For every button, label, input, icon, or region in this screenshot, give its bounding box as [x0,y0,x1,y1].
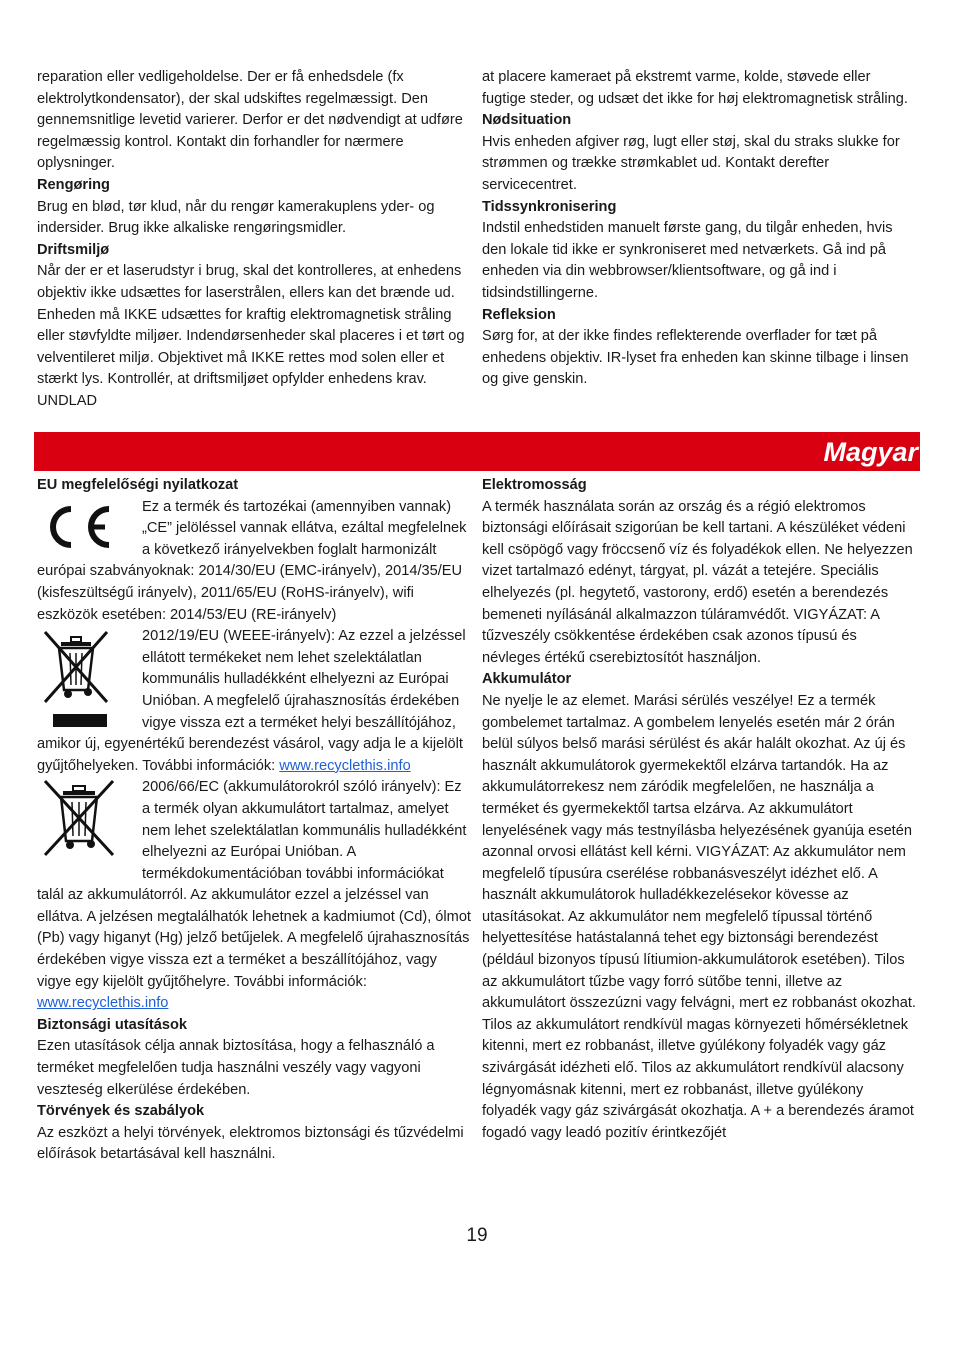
section-heading: Biztonsági utasítások [37,1016,188,1033]
eu-declaration-heading: EU megfelelőségi nyilatkozat [37,477,239,493]
section-heading: Rengøring [37,176,110,193]
battery-directive-block [37,777,473,1015]
section-heading: Elektromosság [482,477,587,493]
section-heading: Refleksion [482,306,556,323]
paragraph: at placere kameraet på ekstremt varme, kolde, støvede eller fugtige steder, og udsæt det ikke for høj elektromagnetisk stråling. [482,69,908,107]
paragraph: Ezen utasítások célja annak biztosítása, hogy a felhasználó a terméket megfelelően tudja használni veszély vagy vagyoni veszteség elkerülése érdekében. [37,1038,435,1098]
paragraph: reparation eller vedligeholdelse. Der er få enhedsdele (fx elektrolytkondensator), der skal udskiftes regelmæssigt. Den gennemsnitlige levetid varierer. Derfor er det nødvendigt at udføre regelmæssig kontrol. Kontakt din forhandler for nærmere oplysninger. [37,69,463,172]
top-left-column [37,67,473,413]
paragraph: A termék használata során az ország és a régió elektromos biztonsági előírásait szigorúan be kell tartani. A készüléket védeni kell csöpögő vagy fröccsenő víz és folyadékok ellen. Ne helyezzen vizet tartalmazó edényt, tárgyat, pl. vázát a tetejére. Speciális elhelyezés (pl. hegytető, vastorony, erdő) esetén a berendezés bemeneti nyílásánál alkalmazzon túláramvédőt. VIGYÁZAT: A tűzveszély csökkentése érdekében csak azonos típusú és névleges értékű cserebiztosítót használjon. [482,498,913,666]
recyclethis-link[interactable]: www.recyclethis.info [279,757,411,774]
language-banner [34,432,920,471]
section-heading: Tidssynkronisering [482,198,617,215]
paragraph: Indstil enhedstiden manuelt første gang, du tilgår enheden, hvis den lokale tid ikke er synkroniseret med netværkets. Gå ind på enheden via din webbrowser/klientsoftware, og gå ind i tidsindstillingerne. [482,220,893,301]
ce-block [37,497,473,627]
page-number: 19 [466,1225,488,1246]
battery-directive-text: 2006/66/EC (akkumulátorokról szóló irányelv): Ez a termék olyan akkumulátort tartalmaz, amelyet nem lehet szelektálatlan kommunális hulladékként elhelyezni az Európai Unióban. A termékdokumentációban további információkat talál az akkumulátorról. Az akkumulátor ezzel a jelzéssel van ellátva. A jelzésen megtalálhatók lehetnek a kadmiumot (Cd), ólmot (Pb) vagy higanyt (Hg) jelző betűjelek. A megfelelő újrahasznosítás érdekében vigye vissza ezt a terméket a beszállítójához, vagy vigye egy kijelölt gyűjtőhelyre. További információk: www.recyclethis.info [37,779,471,1012]
section-heading: Akkumulátor [482,671,572,688]
paragraph: Når der er et laserudstyr i brug, skal det kontrolleres, at enhedens objektiv ikke udsættes for laserstrålen, ellers kan det brænde ud. Enheden må IKKE udsættes for kraftig elektromagnetisk stråling eller støvfyldte miljøer. Indendørsenheder skal placeres i et tørt og velventileret miljø. Objektivet må IKKE rettes mod solen eller et stærkt lys. Kontrollér, at driftsmiljøet opfylder enhedens krav. UNDLAD [37,263,465,409]
recyclethis-link[interactable]: www.recyclethis.info [37,995,169,1012]
paragraph: Sørg for, at der ikke findes reflekterende overflader for tæt på enhedens objektiv. IR-lyset fra enheden kan skinne tilbage i linsen og give genskin. [482,328,909,388]
ce-text: Ez a termék és tartozékai (amennyiben vannak) „CE” jelöléssel vannak ellátva, ezáltal megfelelnek a következő irányelvekben foglalt harmonizált európai szabványoknak: 2014/30/EU (EMC-irányelv), 2014/35/EU (kisfeszültségű irányelv), 2011/65/EU (RoHS-irányelv), wifi eszközök esetében: 2014/53/EU (RE-irányelv) [37,498,467,623]
ce-mark-icon [37,497,142,557]
section-heading: Driftsmiljø [37,241,110,258]
section-heading: Törvények és szabályok [37,1103,205,1120]
paragraph: Hvis enheden afgiver røg, lugt eller støj, skal du straks slukke for strømmen og trække strømkablet ud. Kontakt derefter servicecentret. [482,133,900,193]
paragraph: Az eszközt a helyi törvények, elektromos biztonsági és tűzvédelmi előírások betartásával kell használni. [37,1124,464,1163]
weee-text: 2012/19/EU (WEEE-irányelv): Az ezzel a jelzéssel ellátott termékeket nem lehet szelektálatlan kommunális hulladékként elhelyezni az Európai Unióban. A megfelelő újrahasznosítás érdekében vigye vissza ezt a terméket helyi beszállítójához, amikor új, egyenértékű berendezést vásárol, vagy adja le a kijelölt gyűjtőhelyeken. További információk: www.recyclethis.info [37,628,466,774]
language-title: Magyar [823,437,918,467]
paragraph: Ne nyelje le az elemet. Marási sérülés veszélye! Ez a termék gombelemet tartalmaz. A gombelem lenyelés esetén már 2 órán belül súlyos belső marási sérülést és akár halált okozhat. Az új és használt akkumulátorok gyermekektől elzárva tartandók. Ha az akkumulátorrekesz nem záródik megfelelően, ne használja a terméket és gyermekektől tartsa elzárva. Az akkumulátort lenyelésének vagy más testnyílásba helyezésének gyanúja esetén azonnal orvosi ellátást kell kérni. VIGYÁZAT: Az akkumulátor nem megfelelő típusúra cserélése robbanásveszélyt idézhet elő. A használt akkumulátorok hulladékkezelésekor kövesse az utasításokat. Az akkumulátor nem megfelelő típussal történő helyettesítése hatástalanná tehet egy biztonsági berendezést (például bizonyos típusú lítiumion-akkumulátorok esetében). Tilos az akkumulátort tűzbe vagy forró sütőbe tenni, illetve az akkumulátort összezúzni vagy felvágni, mert ez robbanást okozhat. Tilos az akkumulátort rendkívül magas környezeti hőmérsékletnek kitenni, mert ez robbanást, illetve gyúlékony folyadék vagy gáz szivárgását idézheti elő. Tilos az akkumulátort rendkívül alacsony légnyomásnak kitenni, mert ez robbanást, illetve gyúlékony folyadék vagy gáz szivárgását okozhatja. A + a berendezés áramot fogadó vagy leadó pozitív érintkezőjét [482,692,916,1141]
crossed-out-bin-icon [37,626,142,732]
weee-block [37,626,473,777]
top-right-column [482,67,918,391]
paragraph: Brug en blød, tør klud, når du rengør kamerakuplens yder- og indersider. Brug ikke alkaliske rengøringsmidler. [37,198,435,237]
bottom-right-column [482,475,918,1144]
bottom-left-column [37,475,473,1166]
crossed-out-bin-icon [37,777,142,881]
section-heading: Nødsituation [482,112,572,129]
